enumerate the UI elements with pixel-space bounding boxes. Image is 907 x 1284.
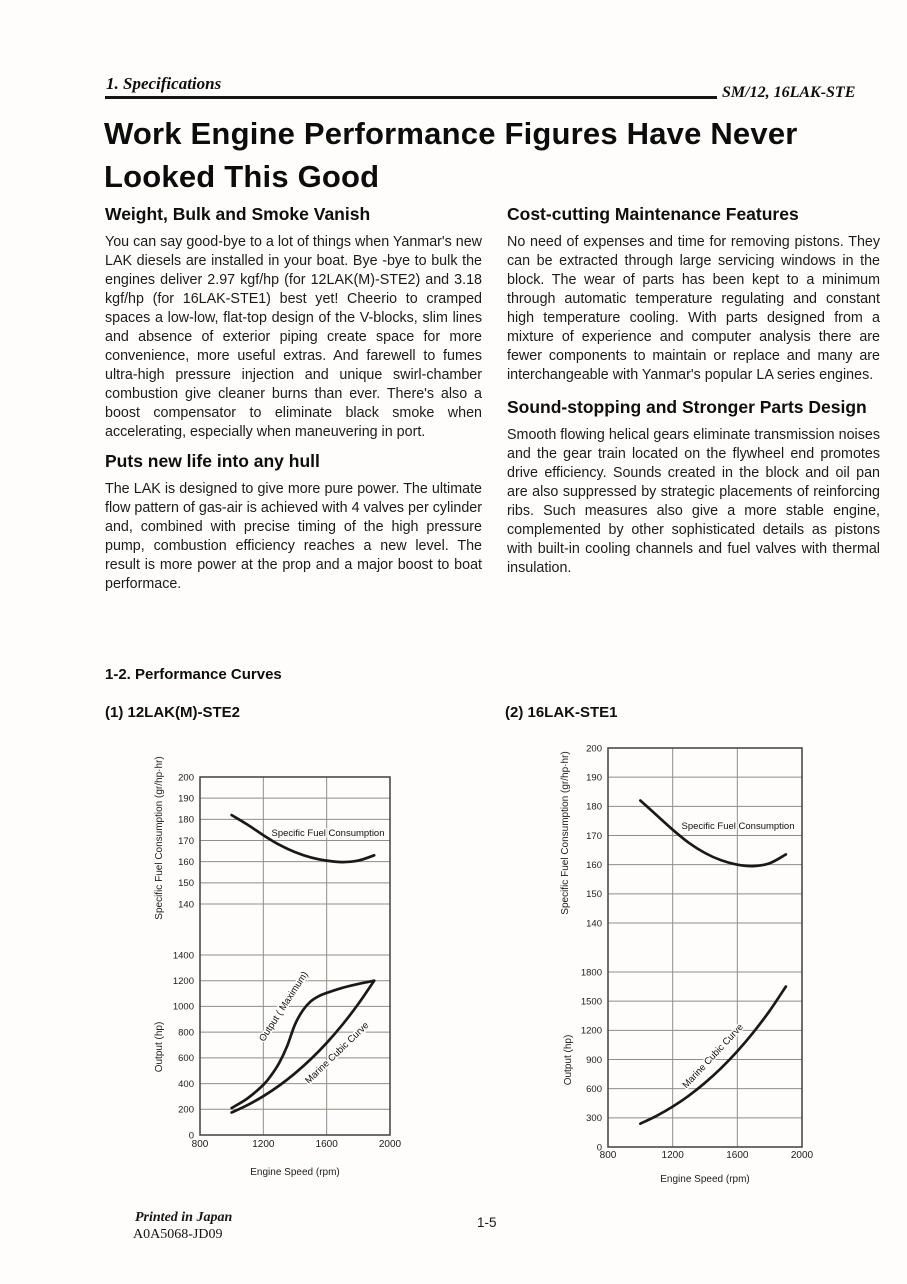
section-body: The LAK is designed to give more pure power. The ultimate flow pattern of gas-air is achieved with 4 valves per cylinder and, combined with precise timing of the high pressure pump, combustion efficiency reaches a new level. The result is more power at the prop and a major boost to boat performace. <box>105 480 482 592</box>
y-tick-label: 160 <box>586 859 602 871</box>
section-heading: Puts new life into any hull <box>105 451 320 471</box>
y-tick-label: 180 <box>178 814 194 826</box>
x-tick-label: 800 <box>599 1150 617 1161</box>
curve-label-output-maximum: Output ( Maximum) <box>257 969 311 1044</box>
y-tick-label: 0 <box>596 1142 602 1154</box>
x-axis-label: Engine Speed (rpm) <box>660 1174 750 1185</box>
curve-specific-fuel-consumption <box>640 801 786 867</box>
y-tick-label: 800 <box>178 1027 194 1039</box>
section-heading: Cost-cutting Maintenance Features <box>507 204 799 224</box>
y-tick-label: 1200 <box>172 976 194 988</box>
section-new-life-hull <box>105 451 482 594</box>
y-tick-label: 1200 <box>580 1025 602 1037</box>
y-tick-label: 900 <box>586 1054 602 1066</box>
y-tick-label: 1800 <box>580 967 602 979</box>
page-title: Work Engine Performance Figures Have Never Looked This Good <box>104 116 798 195</box>
header-rule <box>105 96 717 99</box>
page-number: 1-5 <box>477 1215 497 1230</box>
header-section-title: 1. Specifications <box>106 74 222 93</box>
x-tick-label: 800 <box>191 1139 209 1150</box>
y-tick-label: 300 <box>586 1113 602 1125</box>
y-tick-label: 200 <box>178 1104 194 1116</box>
header-doc-code: SM/12, 16LAK-STE <box>722 84 856 101</box>
section-body: Smooth flowing helical gears eliminate transmission noises and the gear train located on the flywheel end promotes drive efficiency. Sounds created in the block and oil pan are also suppressed by strategic placements of reinforcing ribs. Such measures also give a more stable engine, complemented by other sophisticated details as pistons with built-in cooling channels and fuel valves with thermal insulation. <box>507 426 880 576</box>
curve-label-specific-fuel-consumption: Specific Fuel Consumption <box>271 828 385 839</box>
y-tick-label: 600 <box>178 1053 194 1065</box>
y-tick-label: 190 <box>586 772 602 784</box>
y-tick-label: 180 <box>586 801 602 813</box>
section-heading: Weight, Bulk and Smoke Vanish <box>105 204 371 224</box>
y-tick-label: 200 <box>178 772 194 784</box>
plot-frame <box>608 748 802 1147</box>
performance-chart-12lak <box>105 750 435 1195</box>
top-y-axis-label: Specific Fuel Consumption (gr/hp·hr) <box>154 756 165 920</box>
y-tick-label: 1400 <box>172 950 194 962</box>
document-code: A0A5068-JD09 <box>133 1227 223 1242</box>
section-cost-cutting <box>507 204 880 385</box>
x-axis-label: Engine Speed (rpm) <box>250 1167 340 1178</box>
curve-label-marine-cubic-curve: Marine Cubic Curve <box>680 1021 746 1091</box>
section-sound-stopping <box>507 397 880 578</box>
y-tick-label: 400 <box>178 1078 194 1090</box>
chart2-title: (2) 16LAK-STE1 <box>505 704 618 721</box>
section-body: You can say good-bye to a lot of things when Yanmar's new LAK diesels are installed in your boat. Bye -bye to bulk the engines deliver 2.97 kgf/hp (for 12LAK(M)-STE2) and 3.18 kgf/hp (for 16LAK-STE1) best yet! Cheerio to cramped spaces a low-low, flat-top design of the V-blocks, slim lines and absence of exterior piping create space for more convenience, more useful extras. And farewell to fumes ultra-high pressure injection and unique swirl-chamber combustion give cleaner burns than ever. There's also a boost compensator to eliminate black smoke when accelerating, especially when maneuvering in port. <box>105 233 482 440</box>
y-tick-label: 1000 <box>172 1001 194 1013</box>
performance-curves-heading: 1-2. Performance Curves <box>105 666 282 683</box>
printed-in-japan-label: Printed in Japan <box>135 1210 233 1225</box>
y-tick-label: 140 <box>586 918 602 930</box>
performance-chart-16lak <box>540 733 880 1195</box>
chart1-title: (1) 12LAK(M)-STE2 <box>105 704 241 721</box>
y-tick-label: 1500 <box>580 996 602 1008</box>
x-tick-label: 2000 <box>378 1139 402 1150</box>
y-tick-label: 140 <box>178 899 194 911</box>
y-tick-label: 150 <box>178 878 194 890</box>
y-tick-label: 170 <box>178 835 194 847</box>
y-tick-label: 150 <box>586 889 602 901</box>
y-tick-label: 190 <box>178 793 194 805</box>
bottom-y-axis-label: Output (hp) <box>154 1021 165 1073</box>
section-weight-bulk-smoke <box>105 204 482 442</box>
x-tick-label: 1200 <box>661 1150 684 1161</box>
curve-label-specific-fuel-consumption: Specific Fuel Consumption <box>681 821 795 832</box>
bottom-y-axis-label: Output (hp) <box>563 1034 574 1086</box>
y-tick-label: 0 <box>188 1130 194 1142</box>
y-tick-label: 600 <box>586 1083 602 1095</box>
y-tick-label: 200 <box>586 743 602 755</box>
section-body: No need of expenses and time for removing pistons. They can be extracted through large servicing windows in the block. The wear of parts has been kept to a minimum through automatic temperature regulating and constant high temperature cooling. With parts designed from a mixture of experience and computer analysis there are fewer components to maintain or replace and many are interchangeable with Yanmar's popular LA series engines. <box>507 233 880 383</box>
y-tick-label: 160 <box>178 856 194 868</box>
x-tick-label: 2000 <box>790 1150 814 1161</box>
x-tick-label: 1600 <box>315 1139 338 1150</box>
curve-label-marine-cubic-curve: Marine Cubic Curve <box>303 1020 372 1087</box>
section-heading: Sound-stopping and Stronger Parts Design <box>507 397 867 417</box>
top-y-axis-label: Specific Fuel Consumption (gr/hp·hr) <box>560 751 571 915</box>
x-tick-label: 1200 <box>252 1139 275 1150</box>
y-tick-label: 170 <box>586 830 602 842</box>
x-tick-label: 1600 <box>726 1150 749 1161</box>
